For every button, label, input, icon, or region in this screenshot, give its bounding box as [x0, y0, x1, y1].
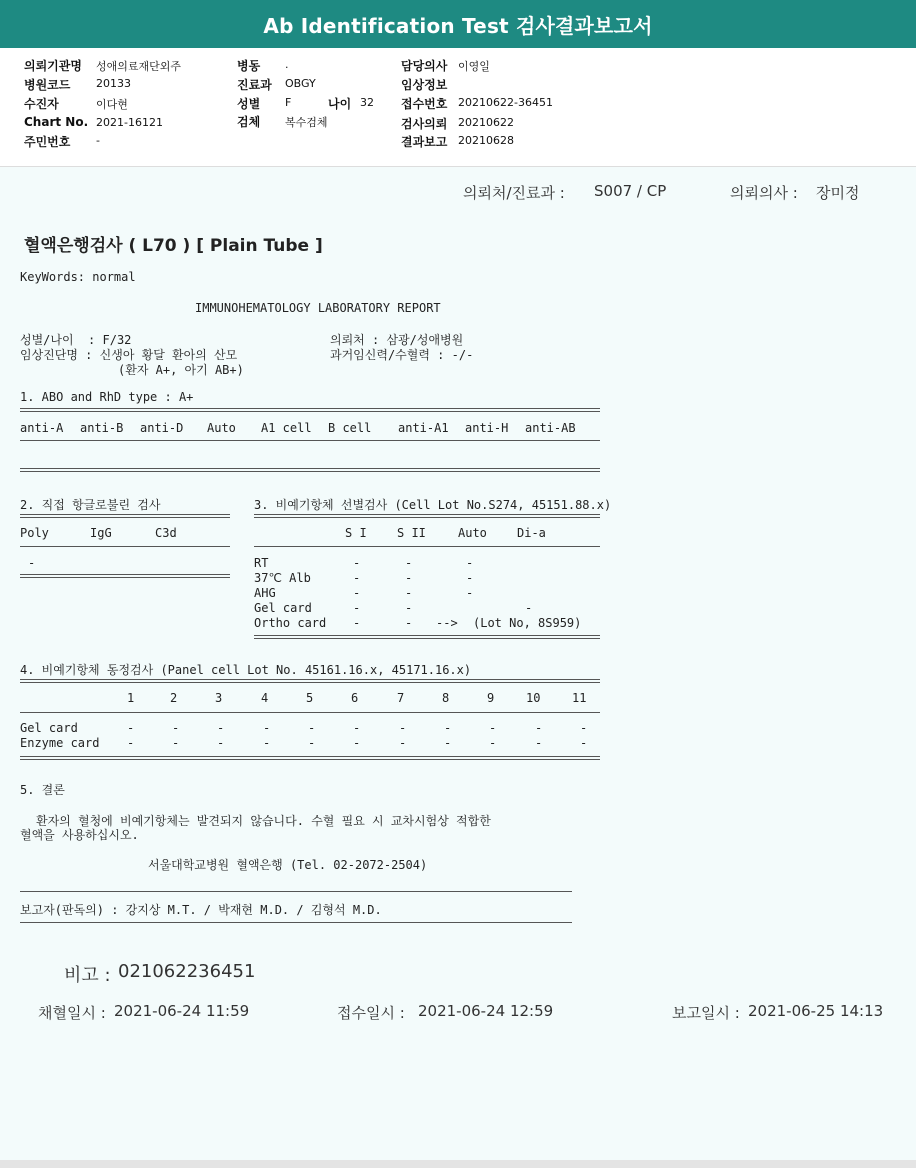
divider [20, 440, 600, 441]
info-value: F [285, 96, 292, 109]
s3-cell: - [466, 571, 474, 585]
divider [20, 468, 600, 472]
divider [20, 891, 572, 892]
reporter: 보고자(판독의) : 강지상 M.T. / 박재현 M.D. / 김형석 M.D. [20, 903, 382, 917]
s4-cell: - [353, 721, 361, 735]
info-value: 복수검체 [285, 116, 328, 129]
info-label: 성별 [237, 97, 261, 111]
s1-header: anti-A [20, 421, 64, 435]
receive-value: 2021-06-24 12:59 [418, 1002, 554, 1020]
info-value: 이영일 [458, 60, 490, 73]
s3-cell: - [466, 586, 474, 600]
s3-cell: - [525, 601, 533, 615]
divider [20, 922, 572, 923]
age-value: 32 [360, 96, 374, 109]
doctor-label: 의뢰의사 : [730, 184, 798, 202]
patient-line: 과거임신력/수혈력 : -/- [330, 348, 474, 362]
divider [20, 756, 600, 760]
s3-header: S I [345, 526, 367, 540]
s1-header: B cell [328, 421, 372, 435]
s3-row-label: 37℃ Alb [254, 571, 311, 585]
divider [20, 546, 230, 547]
s3-row-label: Ortho card [254, 616, 327, 630]
patient-line: 임상진단명 : 신생아 황달 환아의 산모 [20, 348, 238, 362]
info-value: 20133 [96, 77, 131, 90]
info-value: 이다현 [96, 98, 128, 111]
info-label: 병동 [237, 59, 261, 73]
info-value: 2021-16121 [96, 116, 163, 129]
collect-label: 채혈일시 : [38, 1004, 106, 1022]
lot-number: (Lot No, 8S959) [473, 616, 582, 630]
s1-header: anti-D [140, 421, 184, 435]
divider [254, 546, 600, 547]
info-value: 20210622 [458, 116, 514, 129]
s3-header: Di-a [517, 526, 546, 540]
exam-title: 혈액은행검사 ( L70 ) [ Plain Tube ] [24, 236, 323, 256]
patient-info-panel [0, 48, 916, 167]
s4-cell: - [580, 736, 588, 750]
s1-header: A1 cell [261, 421, 312, 435]
s3-cell: - [405, 616, 413, 630]
divider [20, 712, 600, 713]
s1-header: anti-AB [525, 421, 576, 435]
s3-cell: - [353, 556, 361, 570]
s4-cell: - [399, 736, 407, 750]
s4-cell: - [535, 736, 543, 750]
info-label: 수진자 [24, 97, 59, 111]
s3-cell: - [353, 586, 361, 600]
s3-cell: - [405, 556, 413, 570]
info-label: 병원코드 [24, 78, 71, 92]
s4-cell: - [353, 736, 361, 750]
s3-cell: - [353, 616, 361, 630]
s3-row-label: RT [254, 556, 269, 570]
s4-cell: - [444, 736, 452, 750]
s3-cell: - [405, 571, 413, 585]
s3-cell: - [353, 601, 361, 615]
s4-column: 2 [170, 691, 178, 705]
info-label: 주민번호 [24, 135, 71, 149]
s3-cell: - [466, 556, 474, 570]
keywords: KeyWords: normal [20, 270, 136, 284]
patient-line: (환자 A+, 아기 AB+) [118, 363, 244, 377]
s4-column: 5 [306, 691, 314, 705]
s4-column: 7 [397, 691, 405, 705]
s3-row-label: Gel card [254, 601, 312, 615]
info-value: OBGY [285, 77, 316, 90]
info-label: 담당의사 [401, 59, 448, 73]
arrow-text: --> [436, 616, 458, 630]
note-value: 021062236451 [118, 961, 256, 982]
info-value: . [285, 58, 289, 71]
divider [20, 408, 600, 412]
s4-cell: - [535, 721, 543, 735]
bottom-strip [0, 1160, 916, 1168]
s4-cell: - [580, 721, 588, 735]
s3-header: S II [397, 526, 426, 540]
s4-cell: - [489, 721, 497, 735]
patient-line: 의뢰처 : 삼광/성애병원 [330, 333, 464, 347]
s3-cell: - [405, 586, 413, 600]
s4-cell: - [127, 721, 135, 735]
s4-column: 10 [526, 691, 541, 705]
info-label: 검체 [237, 115, 261, 129]
s4-column: 6 [351, 691, 359, 705]
s4-cell: - [444, 721, 452, 735]
s4-column: 3 [215, 691, 223, 705]
info-value: - [96, 134, 100, 147]
s4-cell: - [172, 721, 180, 735]
section-5-title: 5. 결론 [20, 783, 65, 797]
dept-value: S007 / CP [594, 182, 667, 200]
divider [254, 514, 600, 518]
s1-header: anti-B [80, 421, 124, 435]
s4-cell: - [217, 736, 225, 750]
s2-header: Poly [20, 526, 49, 540]
divider [20, 679, 600, 683]
s2-header: IgG [90, 526, 112, 540]
doctor-value: 장미정 [816, 184, 860, 202]
info-label: 접수번호 [401, 97, 448, 111]
s4-cell: - [489, 736, 497, 750]
report-body [0, 167, 916, 1160]
hospital-contact: 서울대학교병원 혈액은행 (Tel. 02-2072-2504) [148, 858, 428, 872]
s2-header: C3d [155, 526, 177, 540]
s4-column: 8 [442, 691, 450, 705]
divider [20, 514, 230, 518]
info-label: 임상정보 [401, 78, 448, 92]
s4-column: 1 [127, 691, 135, 705]
report-label: 보고일시 : [672, 1004, 740, 1022]
info-label: Chart No. [24, 115, 89, 129]
section-1-title: 1. ABO and RhD type : A+ [20, 390, 194, 404]
s4-cell: - [263, 721, 271, 735]
s4-cell: - [308, 721, 316, 735]
s4-cell: - [263, 736, 271, 750]
lab-report-title: IMMUNOHEMATOLOGY LABORATORY REPORT [195, 301, 441, 315]
s4-column: 9 [487, 691, 495, 705]
section-2-title: 2. 직접 항글로불린 검사 [20, 498, 161, 512]
s4-column: 11 [572, 691, 587, 705]
s3-row-label: AHG [254, 586, 276, 600]
conclusion-text: 환자의 혈청에 비예기항체는 발견되지 않습니다. 수혈 필요 시 교차시험상 적합한 [36, 814, 491, 828]
s4-column: 4 [261, 691, 269, 705]
age-label: 나이 [328, 97, 352, 111]
info-label: 의뢰기관명 [24, 59, 82, 73]
divider [254, 635, 600, 639]
s1-header: Auto [207, 421, 236, 435]
conclusion-text: 혈액을 사용하십시오. [20, 828, 139, 842]
s3-cell: - [405, 601, 413, 615]
s1-header: anti-A1 [398, 421, 449, 435]
receive-label: 접수일시 : [337, 1004, 405, 1022]
s4-cell: - [308, 736, 316, 750]
collect-value: 2021-06-24 11:59 [114, 1002, 250, 1020]
s1-header: anti-H [465, 421, 509, 435]
s4-row-label: Enzyme card [20, 736, 100, 750]
s4-cell: - [127, 736, 135, 750]
s4-cell: - [172, 736, 180, 750]
info-label: 결과보고 [401, 135, 448, 149]
section-4-title: 4. 비예기항체 동정검사 (Panel cell Lot No. 45161.16.x, 45171.16.x) [20, 663, 472, 677]
info-value: 20210622-36451 [458, 96, 553, 109]
s3-header: Auto [458, 526, 487, 540]
info-value: 20210628 [458, 134, 514, 147]
note-label: 비고 : [64, 965, 111, 986]
report-value: 2021-06-25 14:13 [748, 1002, 884, 1020]
report-title: Ab Identification Test 검사결과보고서 [263, 13, 653, 38]
info-label: 검사의뢰 [401, 117, 448, 131]
info-label: 진료과 [237, 78, 272, 92]
divider [20, 574, 230, 578]
s4-cell: - [217, 721, 225, 735]
s2-value: - [28, 556, 36, 570]
report-title-bar [0, 0, 916, 48]
section-3-title: 3. 비예기항체 선별검사 (Cell Lot No.S274, 45151.88.x) [254, 498, 612, 512]
dept-label: 의뢰처/진료과 : [463, 184, 565, 202]
s3-cell: - [353, 571, 361, 585]
patient-line: 성별/나이 : F/32 [20, 333, 132, 347]
s4-cell: - [399, 721, 407, 735]
info-value: 성애의료재단외주 [96, 60, 182, 73]
s4-row-label: Gel card [20, 721, 78, 735]
